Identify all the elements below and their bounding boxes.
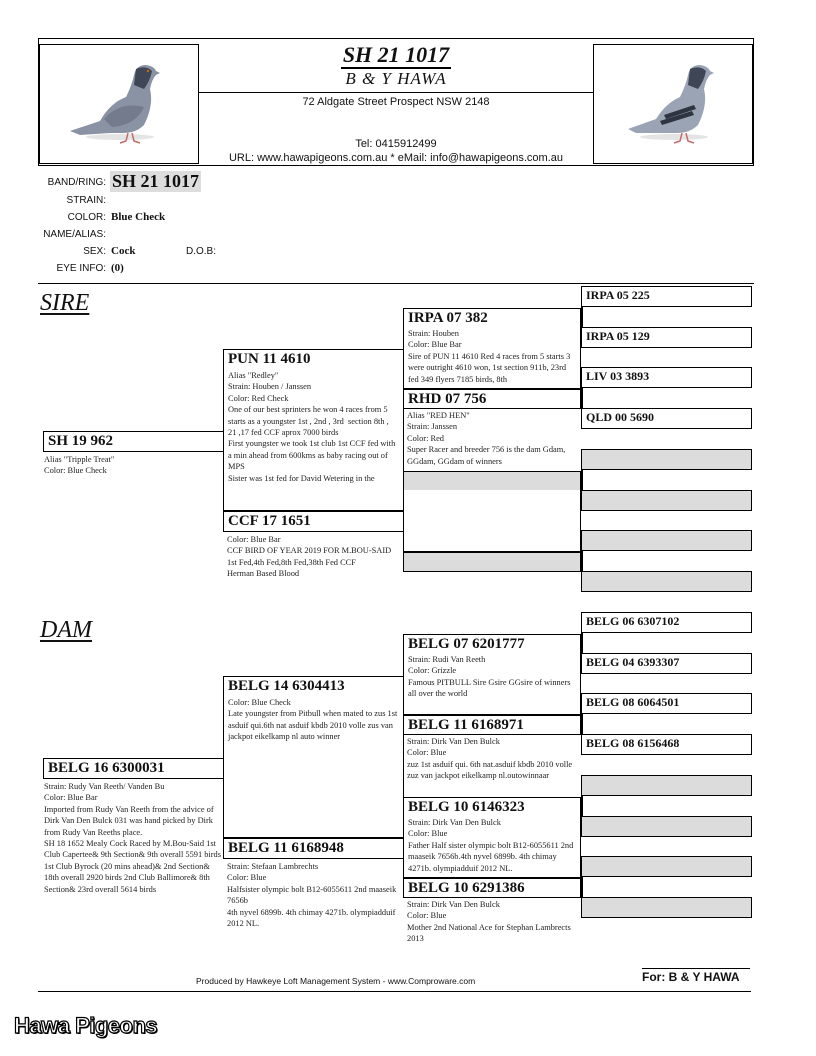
dam-bird-box	[43, 758, 224, 779]
footer-divider	[38, 991, 751, 992]
sire-sd-ring: RHD 07 756	[408, 391, 487, 407]
dam-sd-ring: BELG 11 6168971	[408, 717, 524, 733]
sire-ds-box	[403, 471, 581, 491]
eye-label: EYE INFO:	[56, 263, 106, 274]
dam-gen4-box: BELG 08 6064501	[581, 693, 752, 714]
header-address: 72 Aldgate Street Prospect NSW 2148	[302, 96, 490, 108]
dam-ss-ring: BELG 07 6201777	[408, 636, 525, 652]
sire-sd-box	[403, 389, 581, 409]
dam-ds-desc-box	[403, 816, 581, 878]
sire-gen4-box	[581, 449, 752, 470]
sex-value: Cock	[111, 245, 136, 257]
band-value: SH 21 1017	[112, 171, 200, 191]
sire-ds-desc-box	[403, 490, 581, 552]
pigeon-icon	[40, 45, 198, 163]
sire-gen4-box	[581, 571, 752, 592]
sire-dam-ring: CCF 17 1651	[228, 513, 311, 529]
for-owner-text: For: B & Y HAWA	[642, 970, 740, 984]
color-value: Blue Check	[111, 211, 166, 223]
dam-sire-box	[223, 676, 404, 696]
dam-gen4-box	[581, 897, 752, 918]
sire-gen4-box	[581, 530, 752, 551]
header-divider	[199, 92, 593, 93]
sire-gen4-box: QLD 00 5690	[581, 408, 752, 429]
info-divider	[38, 283, 754, 284]
sire-gen4-box: LIV 03 3893	[581, 367, 752, 388]
band-label: BAND/RING:	[47, 177, 106, 188]
dam-ds-box	[403, 797, 581, 817]
dam-ss-desc: Strain: Rudi Van Reeth Color: Grizzle Famous PITBULL Sire Gsire GGsire of winners all over the world	[408, 655, 573, 699]
dam-ss-desc-box	[403, 653, 581, 715]
sire-dam-desc: Color: Blue Bar CCF BIRD OF YEAR 2019 FOR M.BOU-SAID 1st Fed,4th Fed,8th Fed,38th Fed CCF Herman Based Blood	[227, 535, 392, 579]
strain-label: STRAIN:	[66, 195, 106, 206]
sire-bird-box	[43, 431, 224, 452]
sire-sire-desc-box	[223, 368, 404, 511]
dam-bird-ring: BELG 16 6300031	[48, 760, 165, 776]
dam-ds-ring: BELG 10 6146323	[408, 799, 525, 815]
dam-gen4-box: BELG 08 6156468	[581, 734, 752, 755]
dam-dam-desc: Strain: Stefaan Lambrechts Color: Blue Halfsister olympic bolt B12-6055611 2nd maaseik 7656b 4th nyvel 6899b. 4th chimay 4271b. olympiadduif 2012 NL.	[227, 862, 399, 929]
sire-dd-box	[403, 552, 581, 572]
produced-by-text: Produced by Hawkeye Loft Management System - www.Comproware.com	[196, 976, 476, 986]
sire-ss-ring: IRPA 07 382	[408, 310, 488, 326]
sire-gen4-box: IRPA 05 225	[581, 286, 752, 307]
for-overline	[642, 968, 750, 969]
dam-ss-box	[403, 634, 581, 654]
dam-gen4-box	[581, 775, 752, 796]
pigeon-icon	[594, 45, 752, 163]
dam-dd-desc: Strain: Dirk Van Den Bulck Color: Blue Mother 2nd National Ace for Stephan Lambrects 2013	[407, 900, 573, 944]
dob-label: D.O.B:	[186, 246, 217, 257]
dam-gen4-box: BELG 06 6307102	[581, 612, 752, 633]
dam-gen4-box	[581, 856, 752, 877]
dam-sire-desc-box	[223, 695, 404, 838]
header-title: SH 21 1017	[342, 42, 450, 67]
dam-section-title: DAM	[40, 617, 92, 643]
sire-bird-ring: SH 19 962	[48, 433, 114, 449]
watermark-logo: Hawa Pigeons	[14, 1013, 158, 1038]
sire-section-title: SIRE	[40, 290, 90, 316]
sire-sire-box	[223, 349, 404, 369]
dam-sd-box	[403, 715, 581, 735]
sire-ss-desc-box	[403, 327, 581, 389]
eye-value: (0)	[111, 262, 124, 274]
dam-dam-box	[223, 838, 404, 859]
sex-label: SEX:	[83, 246, 106, 257]
dam-gen4-box: BELG 04 6393307	[581, 653, 752, 674]
dam-ds-desc: Strain: Dirk Van Den Bulck Color: Blue Father Half sister olympic bolt B12-6055611 2nd maaseik 7656b.4th nyvel 6899b. 4th chimay 4271b. olympiadduif 2012 NL.	[408, 818, 576, 873]
alias-label: NAME/ALIAS:	[43, 229, 106, 240]
dam-gen4-box	[581, 816, 752, 837]
sire-dam-box	[223, 511, 404, 532]
sire-sd-desc: Alias "RED HEN" Strain: Janssen Color: Red Super Racer and breeder 756 is the dam Gdam, GGdam, GGdam of winners	[407, 411, 568, 466]
sire-bird-desc: Alias "Tripple Treat" Color: Blue Check	[44, 455, 115, 476]
sire-sire-ring: PUN 11 4610	[228, 351, 311, 367]
sire-gen4-box	[581, 490, 752, 511]
dam-dam-ring: BELG 11 6168948	[228, 840, 344, 856]
header-tel: Tel: 0415912499	[355, 138, 437, 150]
header-contact: URL: www.hawapigeons.com.au * eMail: info@hawapigeons.com.au	[228, 152, 563, 164]
sire-ss-box	[403, 308, 581, 328]
dam-sire-ring: BELG 14 6304413	[228, 678, 345, 694]
left-pigeon-photo	[39, 44, 199, 164]
sire-ss-desc: Strain: Houben Color: Blue Bar Sire of PUN 11 4610 Red 4 races from 5 starts 3 were outright 4610 won, 1st section 911b, 23rd fed 349 flyers 7185 birds, 8th	[408, 329, 573, 384]
dam-sd-desc: Strain: Dirk Van Den Bulck Color: Blue zuz 1st asduif qui. 6th nat.asduif kbdb 2010 volle zuz van jackpot eikelkamp nl.outowinnaar	[407, 737, 575, 781]
dam-bird-desc: Strain: Rudy Van Reeth/ Vanden Bu Color: Blue Bar Imported from Rudy Van Reeth from the advice of Dirk Van Den Bulck 031 was hand picked by Dirk from Rudy Van Reeths place. SH 18 1652 Mealy Cock Raced by M.Bou-Said 1st Club Capertee& 9th Section& 9th overall 5591 birds 1st Club Byrock (20 mins ahead)& 2nd Section& 18th overall 2920 birds 2nd Club Ballimore& 8th Section& 23rd overall 5614 birds	[44, 782, 222, 894]
sire-gen4-box: IRPA 05 129	[581, 327, 752, 348]
dam-dd-ring: BELG 10 6291386	[408, 880, 525, 896]
header-owner: B & Y HAWA	[345, 69, 447, 88]
dam-sire-desc: Color: Blue Check Late youngster from Pitbull when mated to zus 1st asduif qui.6th nat asduif kbdb 2010 volle zus van jackpot eikelkamp nl auto winner	[228, 698, 400, 742]
right-pigeon-photo	[593, 44, 753, 164]
sire-sire-desc: Alias "Redley" Strain: Houben / Janssen Color: Red Check One of our best sprinters he won 4 races from 5 starts as a youngster 1st , 2nd , 3rd section 8th , 21 ,17 fed CCF aprox 7000 birds First youngster we took 1st club 1st CCF fed with a min ahead from 600kms as baby racing out of MPS Sister was 1st fed for David Wetering in the	[228, 371, 398, 483]
color-label: COLOR:	[67, 212, 106, 223]
dam-dd-box	[403, 878, 581, 898]
